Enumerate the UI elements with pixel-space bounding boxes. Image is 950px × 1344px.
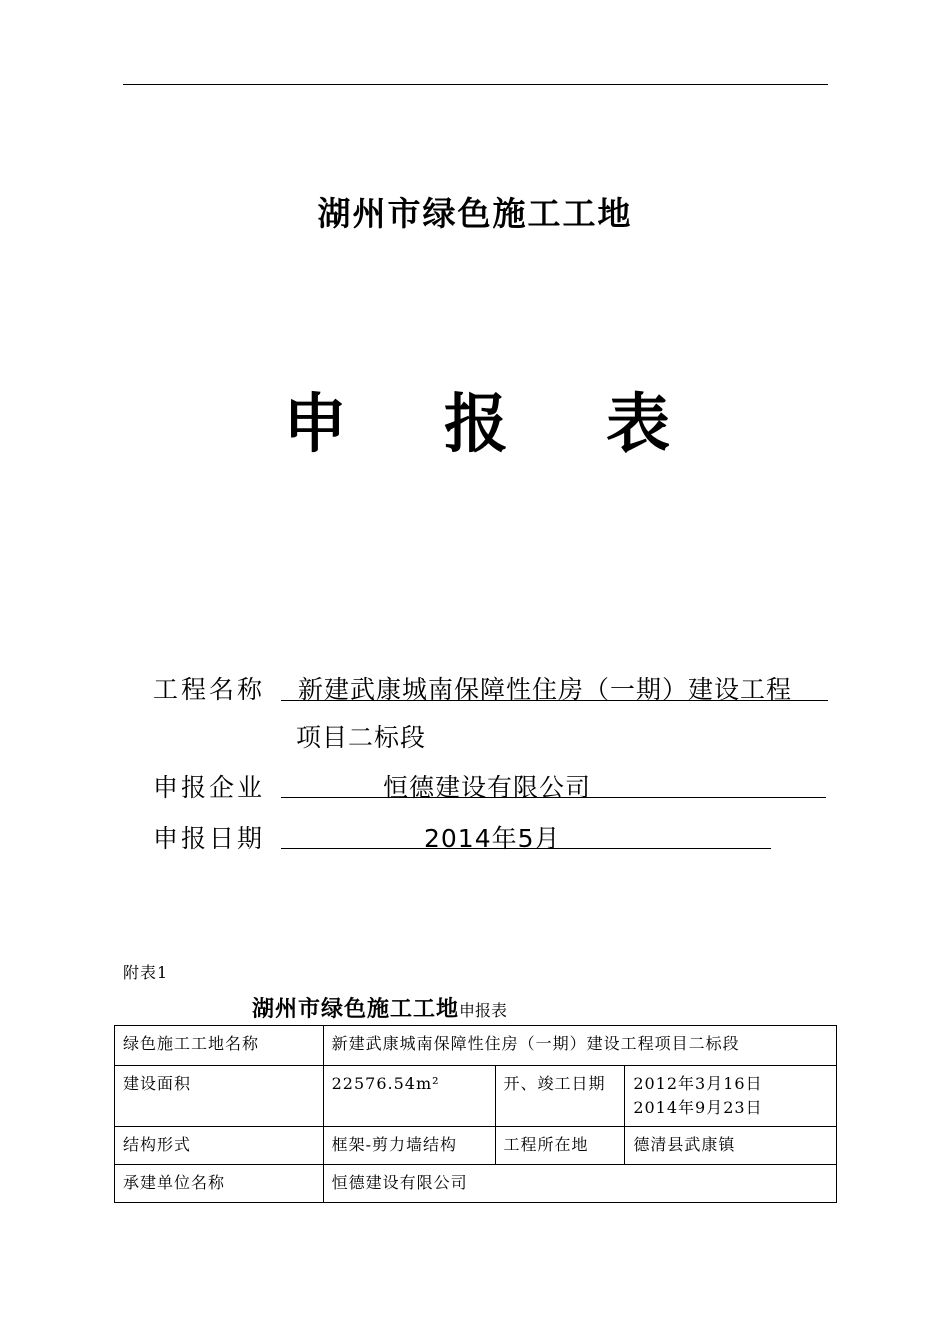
company-underline bbox=[281, 797, 826, 798]
cover-title: 湖州市绿色施工工地 bbox=[317, 194, 633, 233]
appendix-label: 附表1 bbox=[123, 963, 169, 982]
info-table bbox=[114, 1025, 837, 1203]
form-title bbox=[252, 992, 507, 1023]
cell-site-name-label: 绿色施工工地名称 bbox=[115, 1026, 324, 1066]
cover-subtitle-char-1: 申 bbox=[283, 388, 347, 462]
date-value: 2014年5月 bbox=[424, 824, 561, 853]
project-name-value-line1: 新建武康城南保障性住房（一期）建设工程 bbox=[298, 675, 793, 704]
header-rule bbox=[123, 84, 828, 85]
cover-subtitle-char-3: 表 bbox=[606, 388, 670, 462]
date-label: 申报日期 bbox=[153, 824, 266, 853]
cell-contractor-label: 承建单位名称 bbox=[115, 1165, 324, 1203]
cell-contractor-value: 恒德建设有限公司 bbox=[323, 1165, 836, 1203]
table-row bbox=[115, 1165, 837, 1203]
project-name-underline bbox=[281, 700, 828, 701]
form-title-main: 湖州市绿色施工工地 bbox=[252, 997, 460, 1022]
form-title-suffix: 申报表 bbox=[459, 1001, 508, 1020]
project-name-value-line2: 项目二标段 bbox=[296, 723, 427, 752]
cover-subtitle-char-2: 报 bbox=[444, 388, 508, 462]
end-date: 2014年9月23日 bbox=[633, 1098, 763, 1117]
cell-area-value: 22576.54m² bbox=[323, 1066, 495, 1127]
cell-area-label: 建设面积 bbox=[115, 1066, 324, 1127]
cell-location-label: 工程所在地 bbox=[495, 1127, 625, 1165]
table-row bbox=[115, 1026, 837, 1066]
cell-dates-value bbox=[625, 1066, 837, 1127]
project-name-label: 工程名称 bbox=[153, 675, 266, 704]
cell-location-value: 德清县武康镇 bbox=[625, 1127, 837, 1165]
cell-dates-label: 开、竣工日期 bbox=[495, 1066, 625, 1127]
table-row bbox=[115, 1066, 837, 1127]
cell-site-name-value: 新建武康城南保障性住房（一期）建设工程项目二标段 bbox=[323, 1026, 836, 1066]
company-value: 恒德建设有限公司 bbox=[383, 773, 592, 802]
cell-structure-value: 框架-剪力墙结构 bbox=[323, 1127, 495, 1165]
date-underline bbox=[281, 848, 771, 849]
table-row bbox=[115, 1127, 837, 1165]
company-label: 申报企业 bbox=[153, 773, 266, 802]
start-date: 2012年3月16日 bbox=[633, 1074, 763, 1093]
cell-structure-label: 结构形式 bbox=[115, 1127, 324, 1165]
